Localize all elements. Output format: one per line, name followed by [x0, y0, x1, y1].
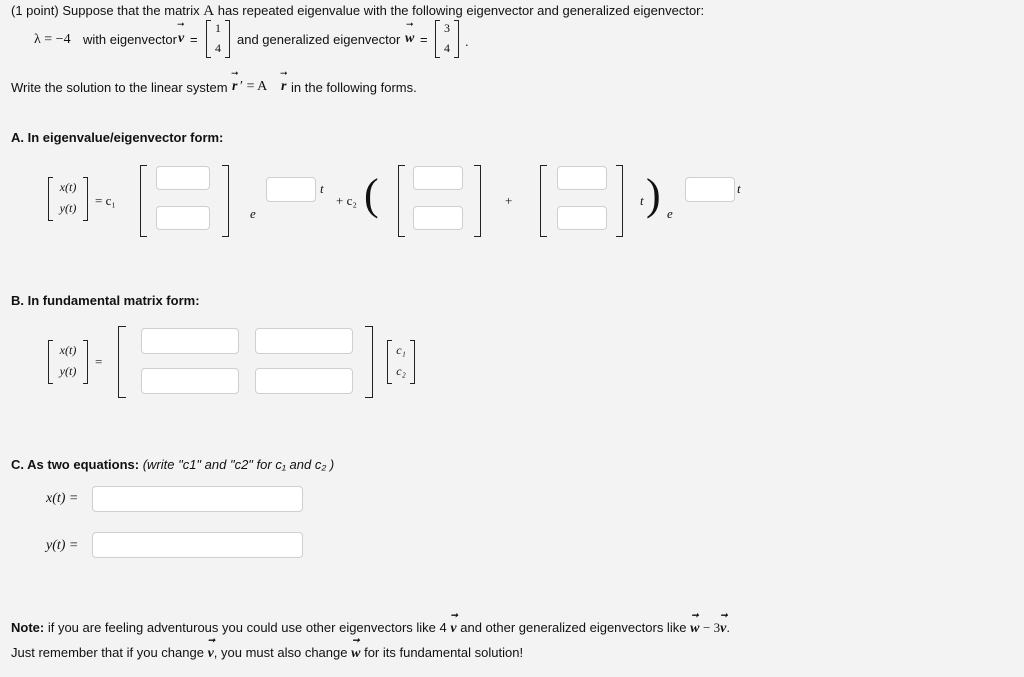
- a2-bracket-left: [398, 165, 405, 237]
- w-bottom: 4: [444, 41, 450, 55]
- a1-bracket-left: [140, 165, 147, 237]
- points-label: (1 point): [11, 3, 59, 18]
- a1-exponent-input[interactable]: [266, 177, 316, 202]
- lhs-bracket-right: [83, 340, 88, 384]
- equals-sign: =: [420, 32, 428, 47]
- equals-sign: =: [190, 32, 198, 47]
- a3-vector-top-input[interactable]: [557, 166, 607, 190]
- v-bracket-right: [225, 20, 230, 58]
- a2-exponent-input[interactable]: [685, 177, 735, 202]
- v-symbol: v: [178, 31, 185, 46]
- lhs-x: x(t): [59, 343, 77, 357]
- part-c-heading: C. As two equations: (write "c1" and "c2" for c₁ and c₂ ): [11, 457, 335, 472]
- close-paren: ): [646, 170, 661, 219]
- c1-entry: c₁: [396, 343, 406, 357]
- x-equation-input[interactable]: [92, 486, 303, 512]
- lhs-y: y(t): [59, 201, 77, 215]
- a3-bracket-right: [616, 165, 623, 237]
- plus-c2: + c₂: [336, 193, 357, 208]
- c-bracket-right: [410, 340, 415, 384]
- w-top: 3: [444, 21, 450, 35]
- vector-arrow-icon: ➞: [280, 68, 288, 78]
- fund-matrix-12-input[interactable]: [255, 328, 353, 354]
- lhs-y: y(t): [59, 364, 77, 378]
- note-line-2: Just remember that if you change ➞ v, you must also change ➞ w for its fundamental solution!: [11, 635, 524, 661]
- eigenvalue-text: λ = −4: [34, 32, 71, 47]
- vector-arrow-icon: ➞: [177, 19, 185, 29]
- fund-bracket-right: [365, 326, 373, 398]
- eq-sign: =: [95, 354, 103, 369]
- system-equation: ′ = A: [240, 79, 268, 94]
- r-symbol: r: [232, 79, 238, 94]
- vector-arrow-icon: ➞: [207, 635, 216, 645]
- vector-arrow-icon: ➞: [231, 68, 239, 78]
- exp-t-1: t: [320, 181, 324, 196]
- a3-bracket-left: [540, 165, 547, 237]
- x-eq-label: x(t) =: [46, 491, 79, 506]
- with-eigenvector-label: with eigenvector: [83, 32, 177, 47]
- fund-matrix-21-input[interactable]: [141, 368, 239, 394]
- a3-vector-bottom-input[interactable]: [557, 206, 607, 230]
- part-a-heading: A. In eigenvalue/eigenvector form:: [11, 130, 224, 145]
- instruction-pre: Write the solution to the linear system: [11, 80, 228, 95]
- vector-arrow-icon: ➞: [720, 610, 728, 620]
- lhs-bracket-right: [83, 177, 88, 221]
- vector-arrow-icon: ➞: [352, 635, 360, 645]
- c2-entry: c₂: [396, 364, 406, 378]
- y-equation-input[interactable]: [92, 532, 303, 558]
- w-symbol: w: [405, 31, 415, 46]
- eq-c1: = c₁: [95, 193, 116, 208]
- y-eq-label: y(t) =: [46, 538, 79, 553]
- w-bracket-right: [454, 20, 459, 58]
- plus-sign: +: [505, 193, 513, 208]
- exp-base-1: e: [250, 206, 256, 221]
- part-b-heading: B. In fundamental matrix form:: [11, 293, 200, 308]
- fund-matrix-22-input[interactable]: [255, 368, 353, 394]
- vector-arrow-icon: ➞: [406, 19, 414, 29]
- v-bottom: 4: [215, 41, 221, 55]
- period: .: [465, 34, 469, 49]
- r-symbol-2: r: [281, 79, 287, 94]
- lhs-x: x(t): [59, 180, 77, 194]
- a1-vector-top-input[interactable]: [156, 166, 210, 190]
- a2-vector-bottom-input[interactable]: [413, 206, 463, 230]
- fund-matrix-11-input[interactable]: [141, 328, 239, 354]
- fund-bracket-left: [118, 326, 126, 398]
- vector-arrow-icon: ➞: [450, 610, 458, 620]
- note-line-1: Note: if you are feeling adventurous you could use other eigenvectors like 4 ➞ v and other generalized eigenvectors like ➞ w − 3 ➞ v.: [11, 610, 730, 636]
- generalized-label: and generalized eigenvector: [237, 32, 401, 47]
- vector-arrow-icon: ➞: [691, 610, 699, 620]
- exp-t-3: t: [737, 181, 741, 196]
- instruction-post: in the following forms.: [291, 80, 417, 95]
- exp-t-2: t: [640, 193, 644, 208]
- v-top: 1: [215, 21, 221, 35]
- a2-bracket-right: [474, 165, 481, 237]
- problem-intro: (1 point) Suppose that the matrix A has repeated eigenvalue with the following eigenvector and generalized eigenvector:: [11, 3, 705, 19]
- a2-vector-top-input[interactable]: [413, 166, 463, 190]
- exp-base-2: e: [667, 206, 673, 221]
- a1-bracket-right: [222, 165, 229, 237]
- open-paren: (: [364, 170, 379, 219]
- a1-vector-bottom-input[interactable]: [156, 206, 210, 230]
